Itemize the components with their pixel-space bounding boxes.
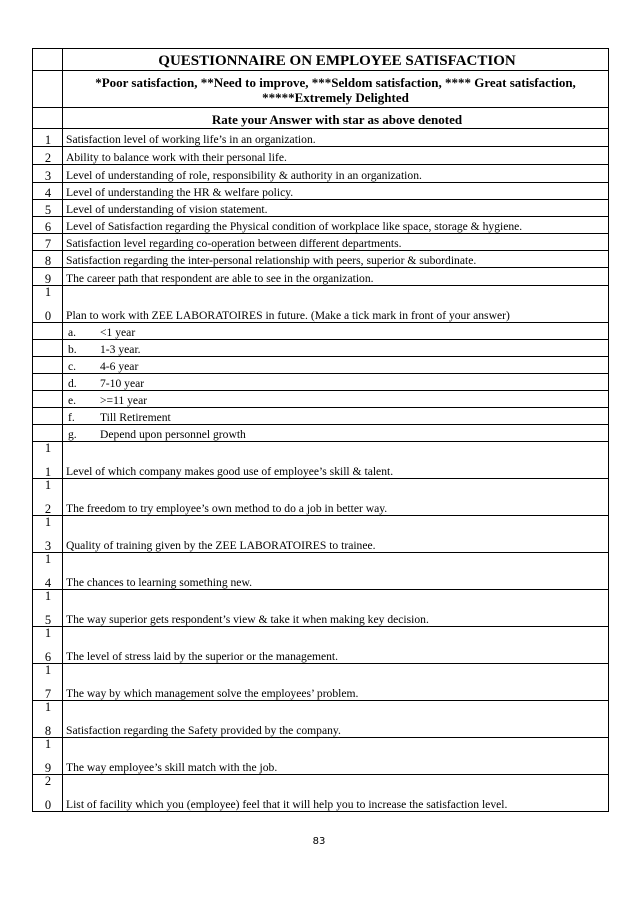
question-text: Level of which company makes good use of employee’s skill & talent. — [63, 442, 609, 479]
question-text: Level of understanding the HR & welfare policy. — [63, 183, 609, 200]
question-text: Quality of training given by the ZEE LABORATOIRES to trainee. — [63, 516, 609, 553]
question-row — [33, 165, 609, 183]
question-number-units: 0 — [44, 798, 52, 812]
question-row — [33, 775, 609, 812]
questionnaire-table — [32, 48, 609, 812]
question-number: 4 — [33, 183, 63, 200]
question-number: 2 — [33, 147, 63, 165]
answer-option-row — [33, 357, 609, 374]
question-row — [33, 553, 609, 590]
legend-row — [33, 71, 609, 108]
question-number — [33, 738, 63, 775]
question-number-tens: 1 — [44, 285, 52, 299]
option-number-cell — [33, 391, 63, 408]
question-number-units: 7 — [44, 687, 52, 701]
question-row — [33, 217, 609, 234]
questionnaire-title: QUESTIONNAIRE ON EMPLOYEE SATISFACTION — [63, 49, 609, 71]
question-number-units: 6 — [44, 650, 52, 664]
question-number — [33, 701, 63, 738]
question-number-tens: 1 — [44, 515, 52, 529]
question-number — [33, 286, 63, 323]
option-text: Till Retirement — [100, 411, 171, 424]
question-number — [33, 479, 63, 516]
questionnaire-body — [33, 49, 609, 812]
option-letter: b. — [68, 343, 77, 356]
question-number-tens: 1 — [44, 663, 52, 677]
legend-number-cell — [33, 71, 63, 108]
question-number — [33, 775, 63, 812]
answer-option[interactable] — [63, 374, 609, 391]
question-text: Ability to balance work with their personal life. — [63, 147, 609, 165]
answer-option-row — [33, 340, 609, 357]
question-number-tens: 1 — [44, 626, 52, 640]
question-row — [33, 147, 609, 165]
instruction-number-cell — [33, 108, 63, 129]
question-row — [33, 442, 609, 479]
question-number: 7 — [33, 234, 63, 251]
answer-option-row — [33, 391, 609, 408]
option-text: Depend upon personnel growth — [100, 428, 246, 441]
question-number — [33, 590, 63, 627]
question-row — [33, 251, 609, 268]
option-text: >=11 year — [100, 394, 148, 407]
question-number — [33, 627, 63, 664]
option-text: <1 year — [100, 326, 136, 339]
question-number: 6 — [33, 217, 63, 234]
question-row — [33, 664, 609, 701]
option-number-cell — [33, 374, 63, 391]
question-text: Plan to work with ZEE LABORATOIRES in future. (Make a tick mark in front of your answer) — [63, 286, 609, 323]
answer-option[interactable] — [63, 323, 609, 340]
question-number-tens: 1 — [44, 478, 52, 492]
question-text: Level of understanding of vision statement. — [63, 200, 609, 217]
question-number-units: 2 — [44, 502, 52, 516]
option-letter: f. — [68, 411, 75, 424]
question-text: The chances to learning something new. — [63, 553, 609, 590]
question-row — [33, 590, 609, 627]
answer-option-row — [33, 408, 609, 425]
questionnaire-page — [32, 48, 608, 812]
question-text: List of facility which you (employee) feel that it will help you to increase the satisfaction level. — [63, 775, 609, 812]
question-number — [33, 664, 63, 701]
question-number: 8 — [33, 251, 63, 268]
question-text: Satisfaction level regarding co-operation between different departments. — [63, 234, 609, 251]
question-number-tens: 1 — [44, 700, 52, 714]
question-row — [33, 234, 609, 251]
question-number-units: 9 — [44, 761, 52, 775]
question-number-units: 1 — [44, 465, 52, 479]
question-text: Level of Satisfaction regarding the Physical condition of workplace like space, storage & hygiene. — [63, 217, 609, 234]
option-letter: c. — [68, 360, 77, 373]
answer-option-row — [33, 323, 609, 340]
answer-option[interactable] — [63, 408, 609, 425]
option-number-cell — [33, 425, 63, 442]
question-number-tens: 1 — [44, 589, 52, 603]
question-row — [33, 268, 609, 286]
option-number-cell — [33, 357, 63, 374]
question-number — [33, 553, 63, 590]
question-row — [33, 286, 609, 323]
question-number-units: 4 — [44, 576, 52, 590]
answer-option[interactable] — [63, 391, 609, 408]
question-number — [33, 516, 63, 553]
question-number-tens: 1 — [44, 737, 52, 751]
question-row — [33, 200, 609, 217]
option-number-cell — [33, 408, 63, 425]
question-text: The way by which management solve the employees’ problem. — [63, 664, 609, 701]
title-number-cell — [33, 49, 63, 71]
question-row — [33, 479, 609, 516]
option-number-cell — [33, 323, 63, 340]
question-number-units: 8 — [44, 724, 52, 738]
question-number — [33, 442, 63, 479]
question-number-units: 5 — [44, 613, 52, 627]
question-number-tens: 1 — [44, 552, 52, 566]
question-row — [33, 701, 609, 738]
question-text: The way superior gets respondent’s view & take it when making key decision. — [63, 590, 609, 627]
question-number: 5 — [33, 200, 63, 217]
question-number: 3 — [33, 165, 63, 183]
question-text: Satisfaction regarding the inter-personal relationship with peers, superior & subordinate. — [63, 251, 609, 268]
question-text: The level of stress laid by the superior or the management. — [63, 627, 609, 664]
option-letter: d. — [68, 377, 77, 390]
rating-instruction: Rate your Answer with star as above denoted — [63, 108, 609, 129]
question-number-units: 0 — [44, 309, 52, 323]
question-number: 1 — [33, 129, 63, 147]
question-number-tens: 1 — [44, 441, 52, 455]
question-number-units: 3 — [44, 539, 52, 553]
question-text: The freedom to try employee’s own method to do a job in better way. — [63, 479, 609, 516]
question-row — [33, 738, 609, 775]
question-text: Satisfaction level of working life’s in an organization. — [63, 129, 609, 147]
instruction-row — [33, 108, 609, 129]
page-number: 83 — [312, 836, 326, 847]
question-text: Satisfaction regarding the Safety provided by the company. — [63, 701, 609, 738]
question-row — [33, 129, 609, 147]
title-row — [33, 49, 609, 71]
option-text: 4-6 year — [100, 360, 139, 373]
option-letter: g. — [68, 428, 77, 441]
answer-option[interactable] — [63, 425, 609, 442]
answer-option-row — [33, 425, 609, 442]
option-number-cell — [33, 340, 63, 357]
rating-legend: *Poor satisfaction, **Need to improve, ***Seldom satisfaction, **** Great satisfaction, *****Extremely Delighted — [63, 71, 609, 108]
question-text: Level of understanding of role, responsibility & authority in an organization. — [63, 165, 609, 183]
option-letter: a. — [68, 326, 77, 339]
question-number: 9 — [33, 268, 63, 286]
option-text: 1-3 year. — [100, 343, 141, 356]
question-number-tens: 2 — [44, 774, 52, 788]
question-row — [33, 516, 609, 553]
question-text: The career path that respondent are able to see in the organization. — [63, 268, 609, 286]
option-text: 7-10 year — [100, 377, 145, 390]
answer-option[interactable] — [63, 340, 609, 357]
option-letter: e. — [68, 394, 77, 407]
question-row — [33, 183, 609, 200]
answer-option[interactable] — [63, 357, 609, 374]
question-text: The way employee’s skill match with the job. — [63, 738, 609, 775]
question-row — [33, 627, 609, 664]
answer-option-row — [33, 374, 609, 391]
